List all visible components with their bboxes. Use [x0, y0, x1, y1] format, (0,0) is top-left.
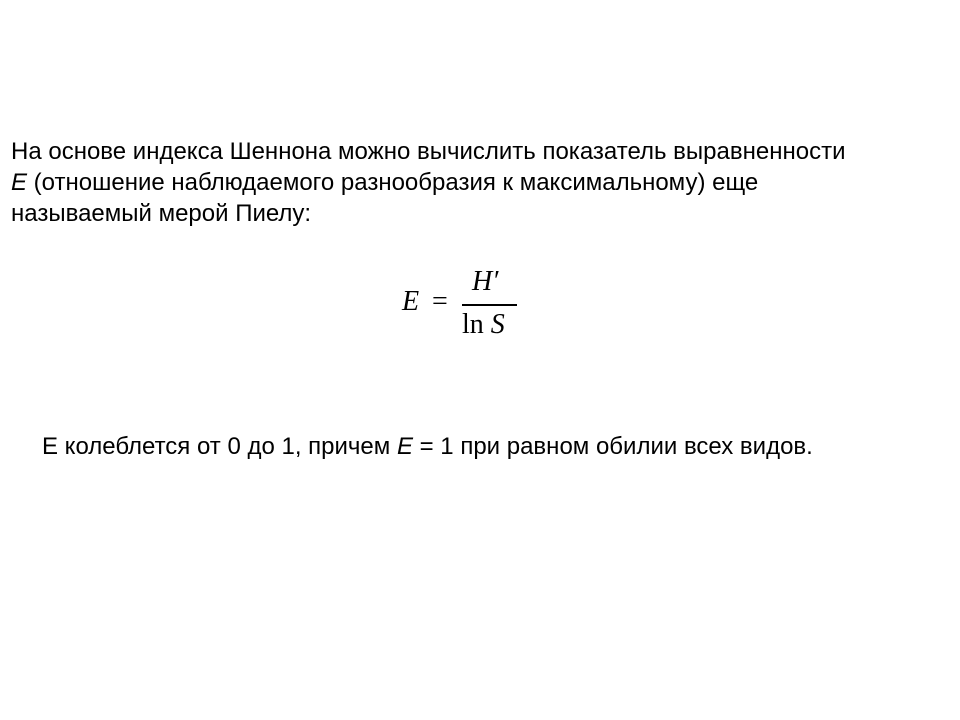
formula-lhs: E	[402, 286, 420, 317]
intro-line-1: На основе индекса Шеннона можно вычислить показатель выравненности	[11, 138, 846, 165]
formula-denominator	[462, 309, 505, 341]
conclusion-part-1: Е колеблется от 0 до 1, причем	[42, 433, 397, 460]
fraction-bar	[462, 304, 517, 306]
conclusion-variable: E	[396, 433, 413, 460]
formula-numerator: H′	[472, 266, 499, 297]
conclusion-text	[42, 431, 813, 462]
formula-denominator-s: S	[490, 309, 505, 340]
intro-line-2-text: (отношение наблюдаемого разнообразия к максимальному) еще	[27, 169, 759, 196]
conclusion-part-2: = 1 при равном обилии всех видов.	[412, 433, 813, 460]
formula-equals: =	[432, 286, 448, 317]
evenness-variable: E	[11, 169, 28, 196]
formula-denominator-ln: ln	[462, 309, 491, 340]
intro-paragraph	[11, 136, 951, 229]
intro-line-2	[11, 167, 951, 198]
intro-line-3: называемый мерой Пиелу:	[11, 200, 312, 227]
pielou-formula	[402, 266, 532, 346]
